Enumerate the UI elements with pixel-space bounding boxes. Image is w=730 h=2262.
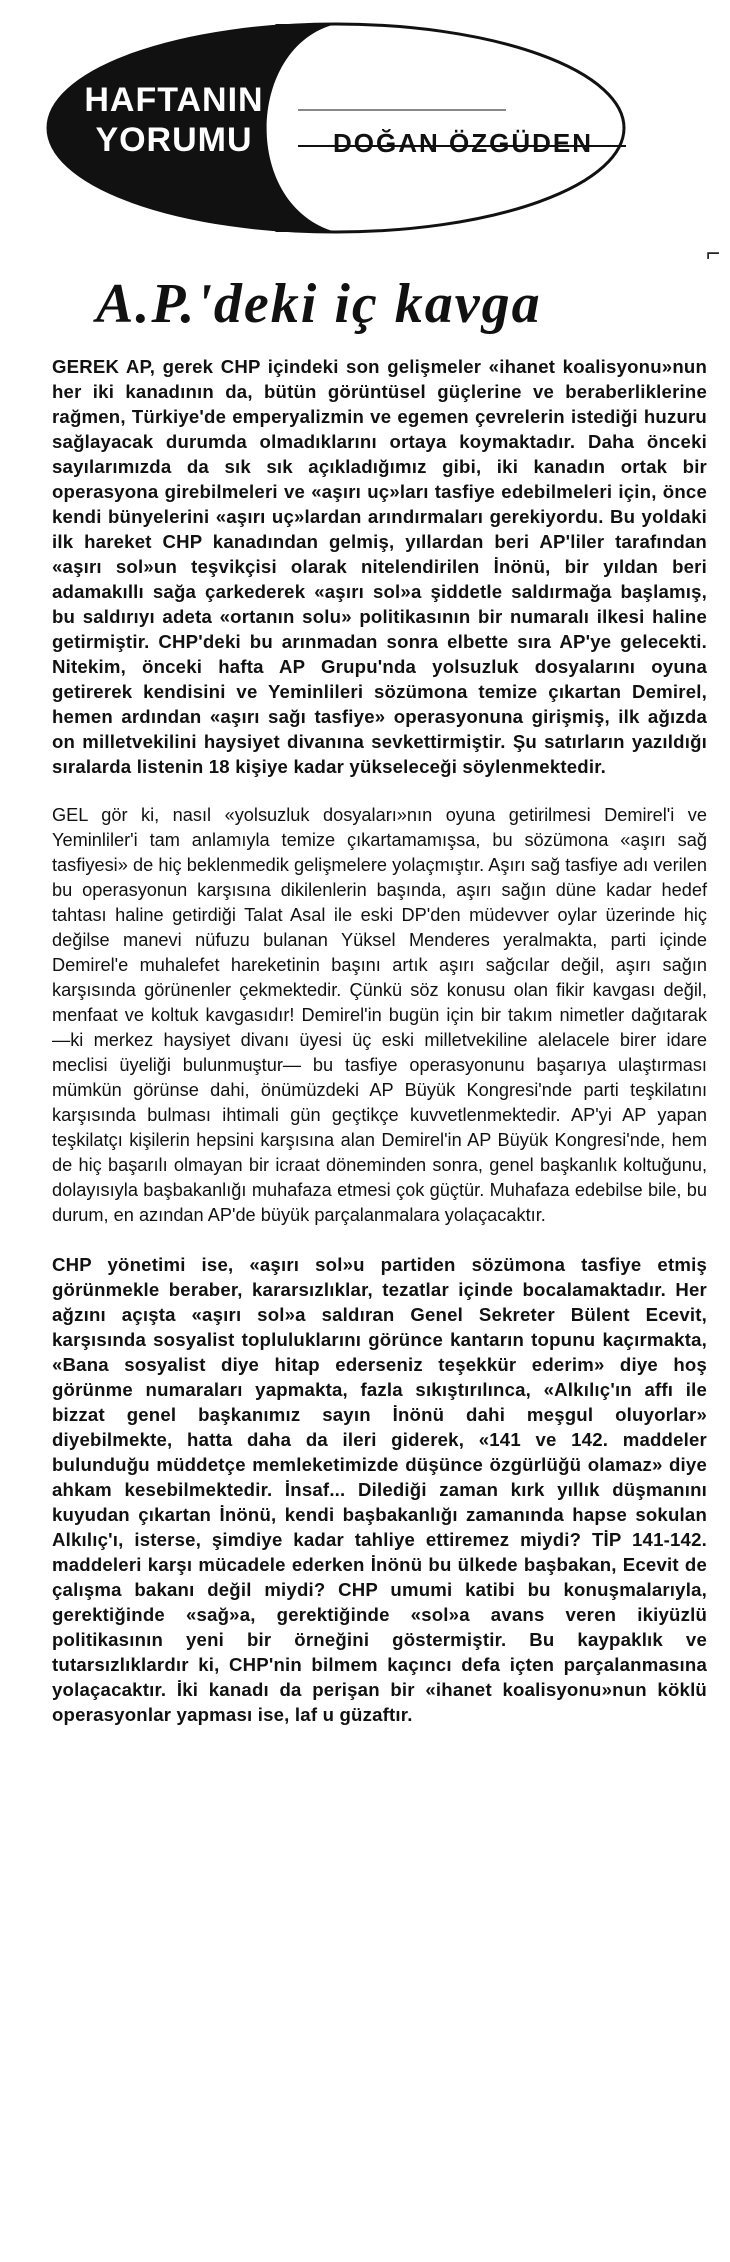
paragraph-2: GEL gör ki, nasıl «yolsuzluk dosyaları»nın oyuna getirilmesi Demirel'i ve Yeminliler'i tam anlamıyla temize çıkartamamışsa, bu sözümona «aşırı sağ tasfiyesi» de hiç beklenmedik gelişmelere yolaçmıştır. Aşırı sağ tasfiye adı verilen bu operasyonun karşısına dikilenlerin başında, aşırı sağın düne kadar hedef tahtası haline getirdiği Talat Asal ile eski DP'den müdevver oylar üzerinde hiç değilse manevi nüfuzu bulanan Yüksel Menderes yeralmakta, parti içinde Demirel'e muhalefet hareketinin başını artık aşırı sağcılar değil, aşırı sağın karşısında görünenler çekmektedir. Çünkü söz konusu olan fikir kavgası değil, menfaat ve koltuk kavgasıdır! Demirel'in bugün için bir takım nimetler dağıtarak —ki merkez haysiyet divanı üyesi üç eski milletvekiline alelacele birer idare meclisi üyeliği bulunmuştur— bu tasfiye operasyonunu başarıya ulaştırması mümkün görünse dahi, önümüzdeki AP Büyük Kongresi'nde parti teşkilatını karşısında bulması ihtimali gün geçtikçe kuvvetlenmektedir. AP'yi AP yapan teşkilatçı kişilerin hepsini karşısına alan Demirel'in AP Büyük Kongresi'nde, hem de hiç başarılı olmayan bir icraat döneminden sonra, genel başkanlık koltuğunu, dolayısıyla başbakanlığı muhafaza etmesi çok güçtür. Muhafaza edebilse bile, bu durum, en azından AP'de büyük parçalanmalara yolaçacaktır. bbox=[52, 805, 707, 1225]
paragraph-1: GEREK AP, gerek CHP içindeki son gelişmeler «ihanet koalisyonu»nun her iki kanadının da, bütün görüntüsel güçlerine ve beraberliklerine rağmen, Türkiye'de emperyalizmin ve egemen çevrelerin istediği huzuru sağlayacak durumda olmadıklarını ortaya koymaktadır. Daha önceki sayılarımızda da sık sık açıkladığımız gibi, iki kanadın ortak bir operasyona girebilmeleri ve «aşırı uç»ları tasfiye edebilmeleri için, önce kendi bünyelerini «aşırı uç»lardan arındırmaları gerekiyordu. Bu yoldaki ilk hareket CHP kanadından gelmiş, yıllardan beri AP'liler tarafından «aşırı sol»un teşvikçisi olarak nitelendirilen İnönü, bir yıldan beri adamakıllı sağa çarkederek «aşırı sol»a şiddetle saldırmağa başlamış, bu saldırıyı adeta «ortanın solu» politikasının bir numaralı ilkesi haline getirmiştir. CHP'deki bu arınmadan sonra elbette sıra AP'ye gelecekti. Nitekim, önceki hafta AP Grupu'nda yolsuzluk dosyalarını oyuna getirerek kendisini ve Yeminlileri sözümona temize çıkartan Demirel, hemen ardından «aşırı sağı tasfiye» operasyonuna girişmiş, ilk ağızda on milletvekilini haysiyet divanına sevkettirmiştir. Şu satırların yazıldığı sıralarda listenin 18 kişiye kadar yükseleceği söylenmektedir. bbox=[52, 356, 707, 777]
column-title-line1: HAFTANIN bbox=[84, 81, 264, 119]
paragraph-3: CHP yönetimi ise, «aşırı sol»u partiden sözümona tasfiye etmiş görünmekle beraber, kararsızlıklar, tezatlar içinde bocalamaktadır. Her ağzını açışta «aşırı sol»a saldıran Genel Sekreter Bülent Ecevit, karşısında sosyalist topluluklarını görünce kantarın topunu kaçırmakta, «Bana sosyalist diye hitap ederseniz teşekkür ederim» diye hoş görünme numaraları yapmakta, fazla sıkıştırılınca, «Alkılıç'ın affı ile bizzat genel başkanımız sayın İnönü dahi meşgul oluyorlar» diyebilmekte, hatta daha da ileri giderek, «141 ve 142. maddeler bulunduğu müddetçe memleketimizde düşünce özgürlüğü olamaz» diye ahkam kesebilmektedir. İnsaf... Dilediği zaman kırk yıllık düşmanını kuyudan çıkartan İnönü, kendi başbakanlığı zamanında hapse sokulan Alkılıç'ı, isterse, şimdiye kadar tahliye ettiremez miydi? TİP 141-142. maddeleri karşı mücadele ederken İnönü bu ülkede başbakan, Ecevit de çalışma bakanı değil miydi? CHP umumi katibi bu konuşmalarıyla, gerektiğinde «sağ»a, gerektiğinde «sol»a avans veren ikiyüzlü politikasının yeni bir örneğini göstermiştir. Bu kaypaklık ve tutarsızlıklardır ki, CHP'nin bilmem kaçıncı defa içten parçalanmasına yolaçacaktır. İki kanadı da perişan bir «ihanet koalisyonu»nun köklü operasyonlar yapması ise, laf u güzaftır. bbox=[52, 1254, 707, 1725]
headline: A.P.'deki iç kavga bbox=[96, 273, 542, 335]
column-title bbox=[54, 80, 294, 160]
corner-mark: ⌐ bbox=[705, 240, 720, 267]
masthead bbox=[36, 16, 656, 246]
column-title-line2: YORUMU bbox=[95, 121, 253, 159]
article-body bbox=[52, 354, 707, 1751]
author-name: DOĞAN ÖZGÜDEN bbox=[333, 128, 593, 158]
